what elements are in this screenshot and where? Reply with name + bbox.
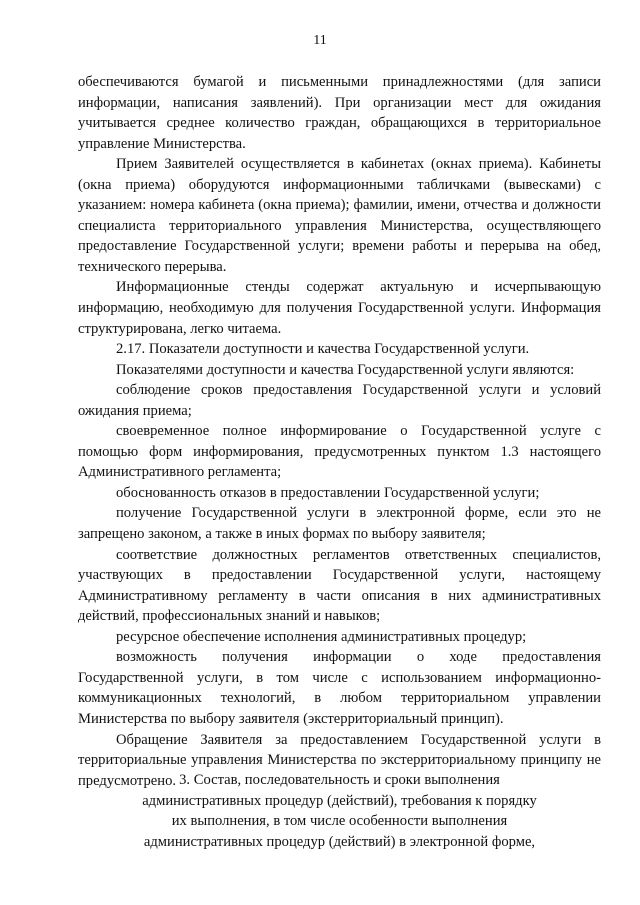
section-heading — [78, 770, 601, 852]
heading-line: административных процедур (действий), требования к порядку — [142, 792, 537, 809]
paragraph: Обращение Заявителя за предоставлением Государственной услуги в территориальные управления Министерства по экстерриториальному принципу не предусмотрено. — [78, 731, 601, 789]
heading-line: их выполнения, в том числе особенности выполнения — [171, 813, 508, 830]
paragraph: обеспечиваются бумагой и письменными принадлежностями (для записи информации, написания заявлений). При организации мест для ожидания учитывается среднее количество граждан, обращающихся в территориальное управление Министерства. — [78, 74, 601, 152]
list-item: возможность получения информации о ходе предоставления Государственной услуги, в том числе с использованием информационно-коммуникационных технологий, в любом территориальном управлении Министерства по выбору заявителя (экстерриториальный принцип). — [78, 649, 601, 727]
list-item: своевременное полное информирование о Государственной услуге с помощью форм информирования, предусмотренных пунктом 1.3 настоящего Административного регламента; — [78, 423, 601, 481]
list-item: ресурсное обеспечение исполнения административных процедур; — [116, 628, 527, 645]
document-body — [78, 72, 601, 791]
paragraph: Информационные стенды содержат актуальную и исчерпывающую информацию, необходимую для получения Государственной услуги. Информация структурирована, легко читаема. — [78, 279, 601, 337]
page-number: 11 — [313, 33, 327, 48]
list-item: соответствие должностных регламентов ответственных специалистов, участвующих в предоставлении Государственной услуги, настоящему Административному регламенту в части описания в них административных действий, профессиональных знаний и навыков; — [78, 546, 601, 625]
paragraph: Показателями доступности и качества Государственной услуги являются: — [116, 361, 575, 378]
heading-line: административных процедур (действий) в электронной форме, — [143, 833, 536, 850]
list-item: соблюдение сроков предоставления Государственной услуги и условий ожидания приема; — [78, 382, 601, 419]
heading-line: 3. Состав, последовательность и сроки выполнения — [179, 772, 500, 788]
paragraph: Прием Заявителей осуществляется в кабинетах (окнах приема). Кабинеты (окна приема) оборудуются информационными табличками (вывесками) с указанием: номера кабинета (окна приема); фамилии, имени, отчества и должности специалиста территориального управления Министерства, осуществляющего предоставление Государственной услуги; времени работы и перерыва на обед, технического перерыва. — [78, 156, 601, 275]
list-item: обоснованность отказов в предоставлении Государственной услуги; — [116, 484, 540, 501]
list-item: получение Государственной услуги в электронной форме, если это не запрещено законом, а также в иных формах по выбору заявителя; — [78, 505, 601, 543]
section-subheading: 2.17. Показатели доступности и качества Государственной услуги. — [116, 341, 530, 358]
